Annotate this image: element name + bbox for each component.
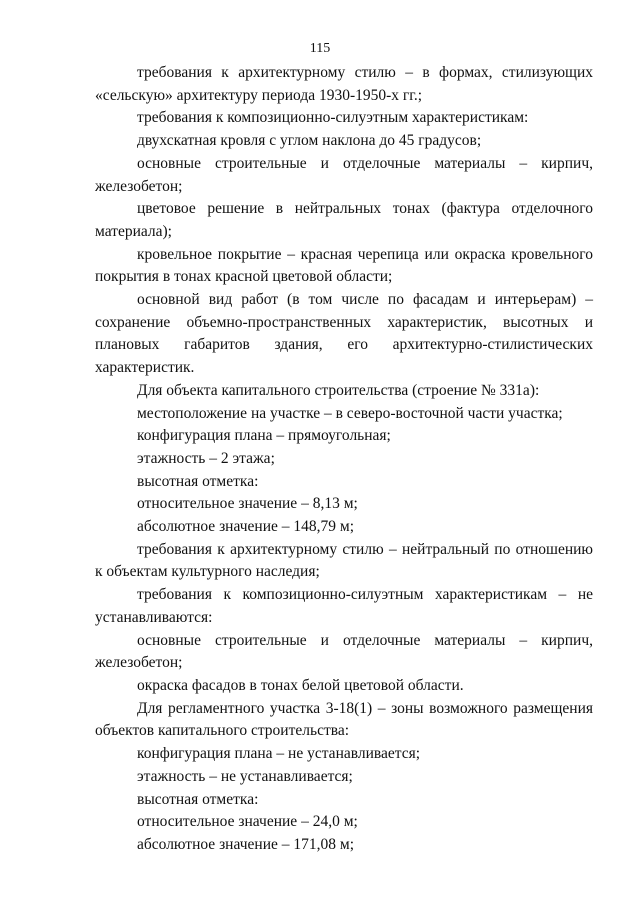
paragraph: требования к композиционно-силуэтным характеристикам – не устанавливаются: bbox=[95, 586, 593, 626]
paragraph: требования к архитектурному стилю – нейтральный по отношению к объектам культурного наследия; bbox=[95, 540, 593, 581]
paragraph: требования к архитектурному стилю – в формах, стилизующих «сельскую» архитектуру периода 1930-1950-х гг.; bbox=[95, 64, 593, 104]
paragraph: основной вид работ (в том числе по фасадам и интерьерам) – сохранение объемно-пространственных характеристик, высотных и плановых габаритов здания, его архитектурно-стилистических характеристик. bbox=[95, 291, 593, 377]
page-number: 115 bbox=[309, 41, 331, 56]
paragraph: конфигурация плана – прямоугольная; bbox=[137, 427, 391, 445]
document-body bbox=[95, 62, 593, 857]
paragraph: абсолютное значение – 171,08 м; bbox=[137, 835, 354, 853]
paragraph: этажность – 2 этажа; bbox=[137, 449, 275, 467]
paragraph: цветовое решение в нейтральных тонах (фактура отделочного материала); bbox=[95, 200, 593, 240]
paragraph: высотная отметка: bbox=[137, 790, 259, 808]
paragraph: двухскатная кровля с углом наклона до 45 градусов; bbox=[137, 132, 482, 150]
paragraph: высотная отметка: bbox=[137, 472, 259, 490]
paragraph: Для объекта капитального строительства (строение № 331а): bbox=[137, 381, 540, 399]
paragraph: основные строительные и отделочные материалы – кирпич, железобетон; bbox=[95, 154, 593, 195]
paragraph: относительное значение – 8,13 м; bbox=[137, 495, 358, 513]
paragraph: требования к композиционно-силуэтным характеристикам: bbox=[137, 109, 529, 127]
paragraph: кровельное покрытие – красная черепица или окраска кровельного покрытия в тонах красной цветовой области; bbox=[95, 245, 593, 286]
paragraph: относительное значение – 24,0 м; bbox=[137, 813, 358, 831]
paragraph: окраска фасадов в тонах белой цветовой области. bbox=[137, 676, 464, 694]
paragraph: Для регламентного участка 3-18(1) – зоны возможного размещения объектов капитального строительства: bbox=[95, 699, 593, 740]
paragraph: основные строительные и отделочные материалы – кирпич, железобетон; bbox=[95, 631, 593, 672]
paragraph: этажность – не устанавливается; bbox=[137, 767, 353, 785]
paragraph: местоположение на участке – в северо-восточной части участка; bbox=[137, 404, 563, 422]
paragraph: конфигурация плана – не устанавливается; bbox=[137, 745, 421, 763]
paragraph: абсолютное значение – 148,79 м; bbox=[137, 518, 354, 536]
